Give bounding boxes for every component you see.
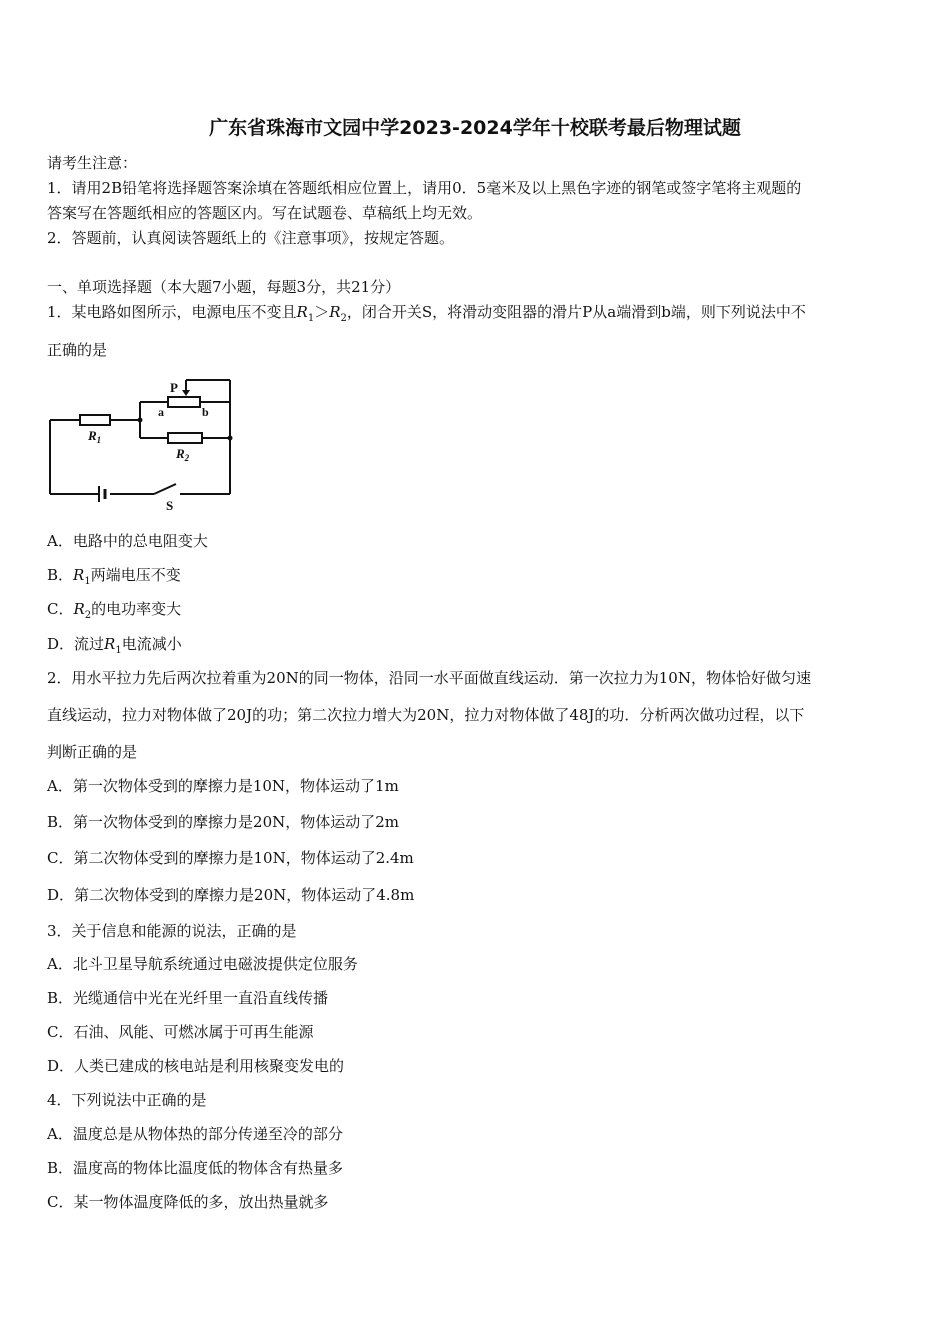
q1-stem-part-a: 1．某电路如图所示，电源电压不变且 [47, 303, 297, 321]
q1-r1-subscript: 1 [307, 313, 315, 324]
question-1-stem-end: 正确的是 [47, 341, 108, 359]
notice-heading: 请考生注意： [47, 154, 138, 172]
resistor-r1-symbol [80, 415, 110, 425]
label-r1: $R_1$ [88, 428, 102, 445]
resistor-r2-symbol [168, 433, 202, 443]
q1-r1-symbol: R [296, 303, 308, 321]
question-2-stem-line-3: 判断正确的是 [47, 743, 138, 761]
q1-r2-subscript: 2 [340, 313, 347, 324]
q3-option-b: B．光缆通信中光在光纤里一直沿直线传播 [47, 989, 329, 1007]
slider-arrow-icon [182, 390, 190, 396]
q3-option-c: C．石油、风能、可燃冰属于可再生能源 [47, 1023, 314, 1041]
q1-greater-than: ＞ [314, 303, 330, 321]
notice-line-2: 答案写在答题纸相应的答题区内。写在试题卷、草稿纸上均无效。 [47, 204, 483, 222]
label-r2: $R_2$ [176, 446, 190, 463]
q1-option-a: A．电路中的总电阻变大 [47, 532, 208, 550]
circuit-diagram [42, 372, 242, 514]
terminal-label-b: b [202, 405, 209, 419]
q1-option-b: B．$R_1$两端电压不变 [47, 566, 181, 587]
question-2-stem-line-2: 直线运动，拉力对物体做了20J的功；第二次拉力增大为20N，拉力对物体做了48J的功．分析两次做功过程，以下 [47, 706, 805, 724]
question-1-stem [47, 302, 806, 329]
q3-option-a: A．北斗卫星导航系统通过电磁波提供定位服务 [47, 955, 358, 973]
q4-option-a: A．温度总是从物体热的部分传递至冷的部分 [47, 1125, 343, 1143]
notice-line-1: 1．请用2B铅笔将选择题答案涂填在答题纸相应位置上，请用0．5毫米及以上黑色字迹的钢笔或签字笔将主观题的 [47, 179, 802, 197]
q1-option-c: C．$R_2$的电功率变大 [47, 600, 182, 621]
q2-option-d: D．第二次物体受到的摩擦力是20N，物体运动了4.8m [47, 886, 415, 904]
section-heading: 一、单项选择题（本大题7小题，每题3分，共21分） [47, 278, 401, 296]
q3-option-d: D．人类已建成的核电站是利用核聚变发电的 [47, 1057, 345, 1075]
question-3-stem: 3．关于信息和能源的说法，正确的是 [47, 922, 297, 940]
q2-option-a: A．第一次物体受到的摩擦力是10N，物体运动了1m [47, 777, 399, 795]
question-2-stem-line-1: 2．用水平拉力先后两次拉着重为20N的同一物体，沿同一水平面做直线运动．第一次拉力为10N，物体恰好做匀速 [47, 669, 811, 687]
junction-right [228, 436, 233, 441]
q2-option-c: C．第二次物体受到的摩擦力是10N，物体运动了2.4m [47, 849, 414, 867]
q1-r2-symbol: R [329, 303, 341, 321]
battery-symbol [98, 486, 106, 502]
slider-label-p: P [170, 380, 178, 395]
switch-label-s: S [166, 498, 174, 513]
q4-option-c: C．某一物体温度降低的多，放出热量就多 [47, 1193, 329, 1211]
junction-left [138, 418, 143, 423]
q1-stem-part-b: ，闭合开关S，将滑动变阻器的滑片P从a端滑到b端，则下列说法中不 [346, 303, 806, 321]
question-4-stem: 4．下列说法中正确的是 [47, 1091, 207, 1109]
q4-option-b: B．温度高的物体比温度低的物体含有热量多 [47, 1159, 344, 1177]
exam-title: 广东省珠海市文园中学2023-2024学年十校联考最后物理试题 [209, 117, 741, 139]
q2-option-b: B．第一次物体受到的摩擦力是20N，物体运动了2m [47, 813, 400, 831]
rheostat-symbol [168, 397, 200, 407]
notice-line-3: 2．答题前，认真阅读答题纸上的《注意事项》，按规定答题。 [47, 229, 455, 247]
terminal-label-a: a [158, 405, 164, 419]
q1-option-d: D．流过$R_1$电流减小 [47, 635, 182, 656]
